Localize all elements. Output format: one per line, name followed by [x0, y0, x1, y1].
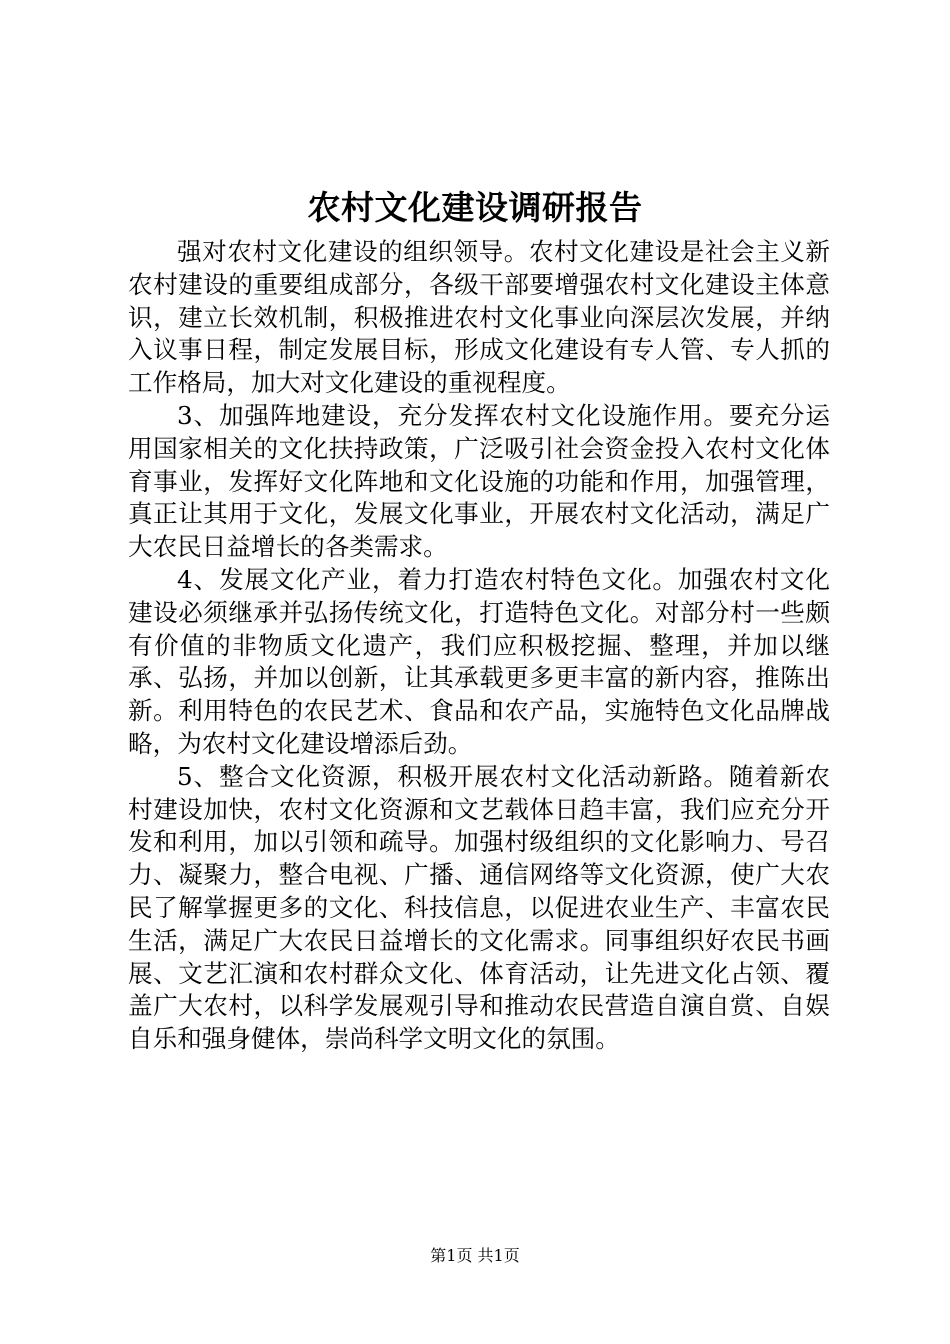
page-footer: 第1页 共1页 — [430, 1246, 520, 1265]
paragraph-facility-construction: 3、加强阵地建设，充分发挥农村文化设施作用。要充分运用国家相关的文化扶持政策，广泛吸引社会资金投入农村文化体育事业，发挥好文化阵地和文化设施的功能和作用，加强管理，真正让其用于文化，发展文化事业，开展农村文化活动，满足广大农民日益增长的各类需求。 — [128, 400, 830, 562]
document-title: 农村文化建设调研报告 — [307, 188, 643, 227]
document-body — [128, 236, 830, 1056]
paragraph-organization-leadership: 强对农村文化建设的组织领导。农村文化建设是社会主义新农村建设的重要组成部分，各级干部要增强农村文化建设主体意识，建立长效机制，积极推进农村文化事业向深层次发展，并纳入议事日程，制定发展目标，形成文化建设有专人管、专人抓的工作格局，加大对文化建设的重视程度。 — [128, 237, 830, 398]
paragraph-resource-integration: 5、整合文化资源，积极开展农村文化活动新路。随着新农村建设加快，农村文化资源和文艺载体日趋丰富，我们应充分开发和利用，加以引领和疏导。加强村级组织的文化影响力、号召力、凝聚力，整合电视、广播、通信网络等文化资源，使广大农民了解掌握更多的文化、科技信息，以促进农业生产、丰富农民生活，满足广大农民日益增长的文化需求。同事组织好农民书画展、文艺汇演和农村群众文化、体育活动，让先进文化占领、覆盖广大农村，以科学发展观引导和推动农民营造自演自赏、自娱自乐和强身健体，崇尚科学文明文化的氛围。 — [128, 761, 830, 1054]
paragraph-cultural-industry: 4、发展文化产业，着力打造农村特色文化。加强农村文化建设必须继承并弘扬传统文化，打造特色文化。对部分村一些颇有价值的非物质文化遗产，我们应积极挖掘、整理，并加以继承、弘扬，并加以创新，让其承载更多更丰富的新内容，推陈出新。利用特色的农民艺术、食品和农产品，实施特色文化品牌战略，为农村文化建设增添后劲。 — [128, 564, 830, 758]
